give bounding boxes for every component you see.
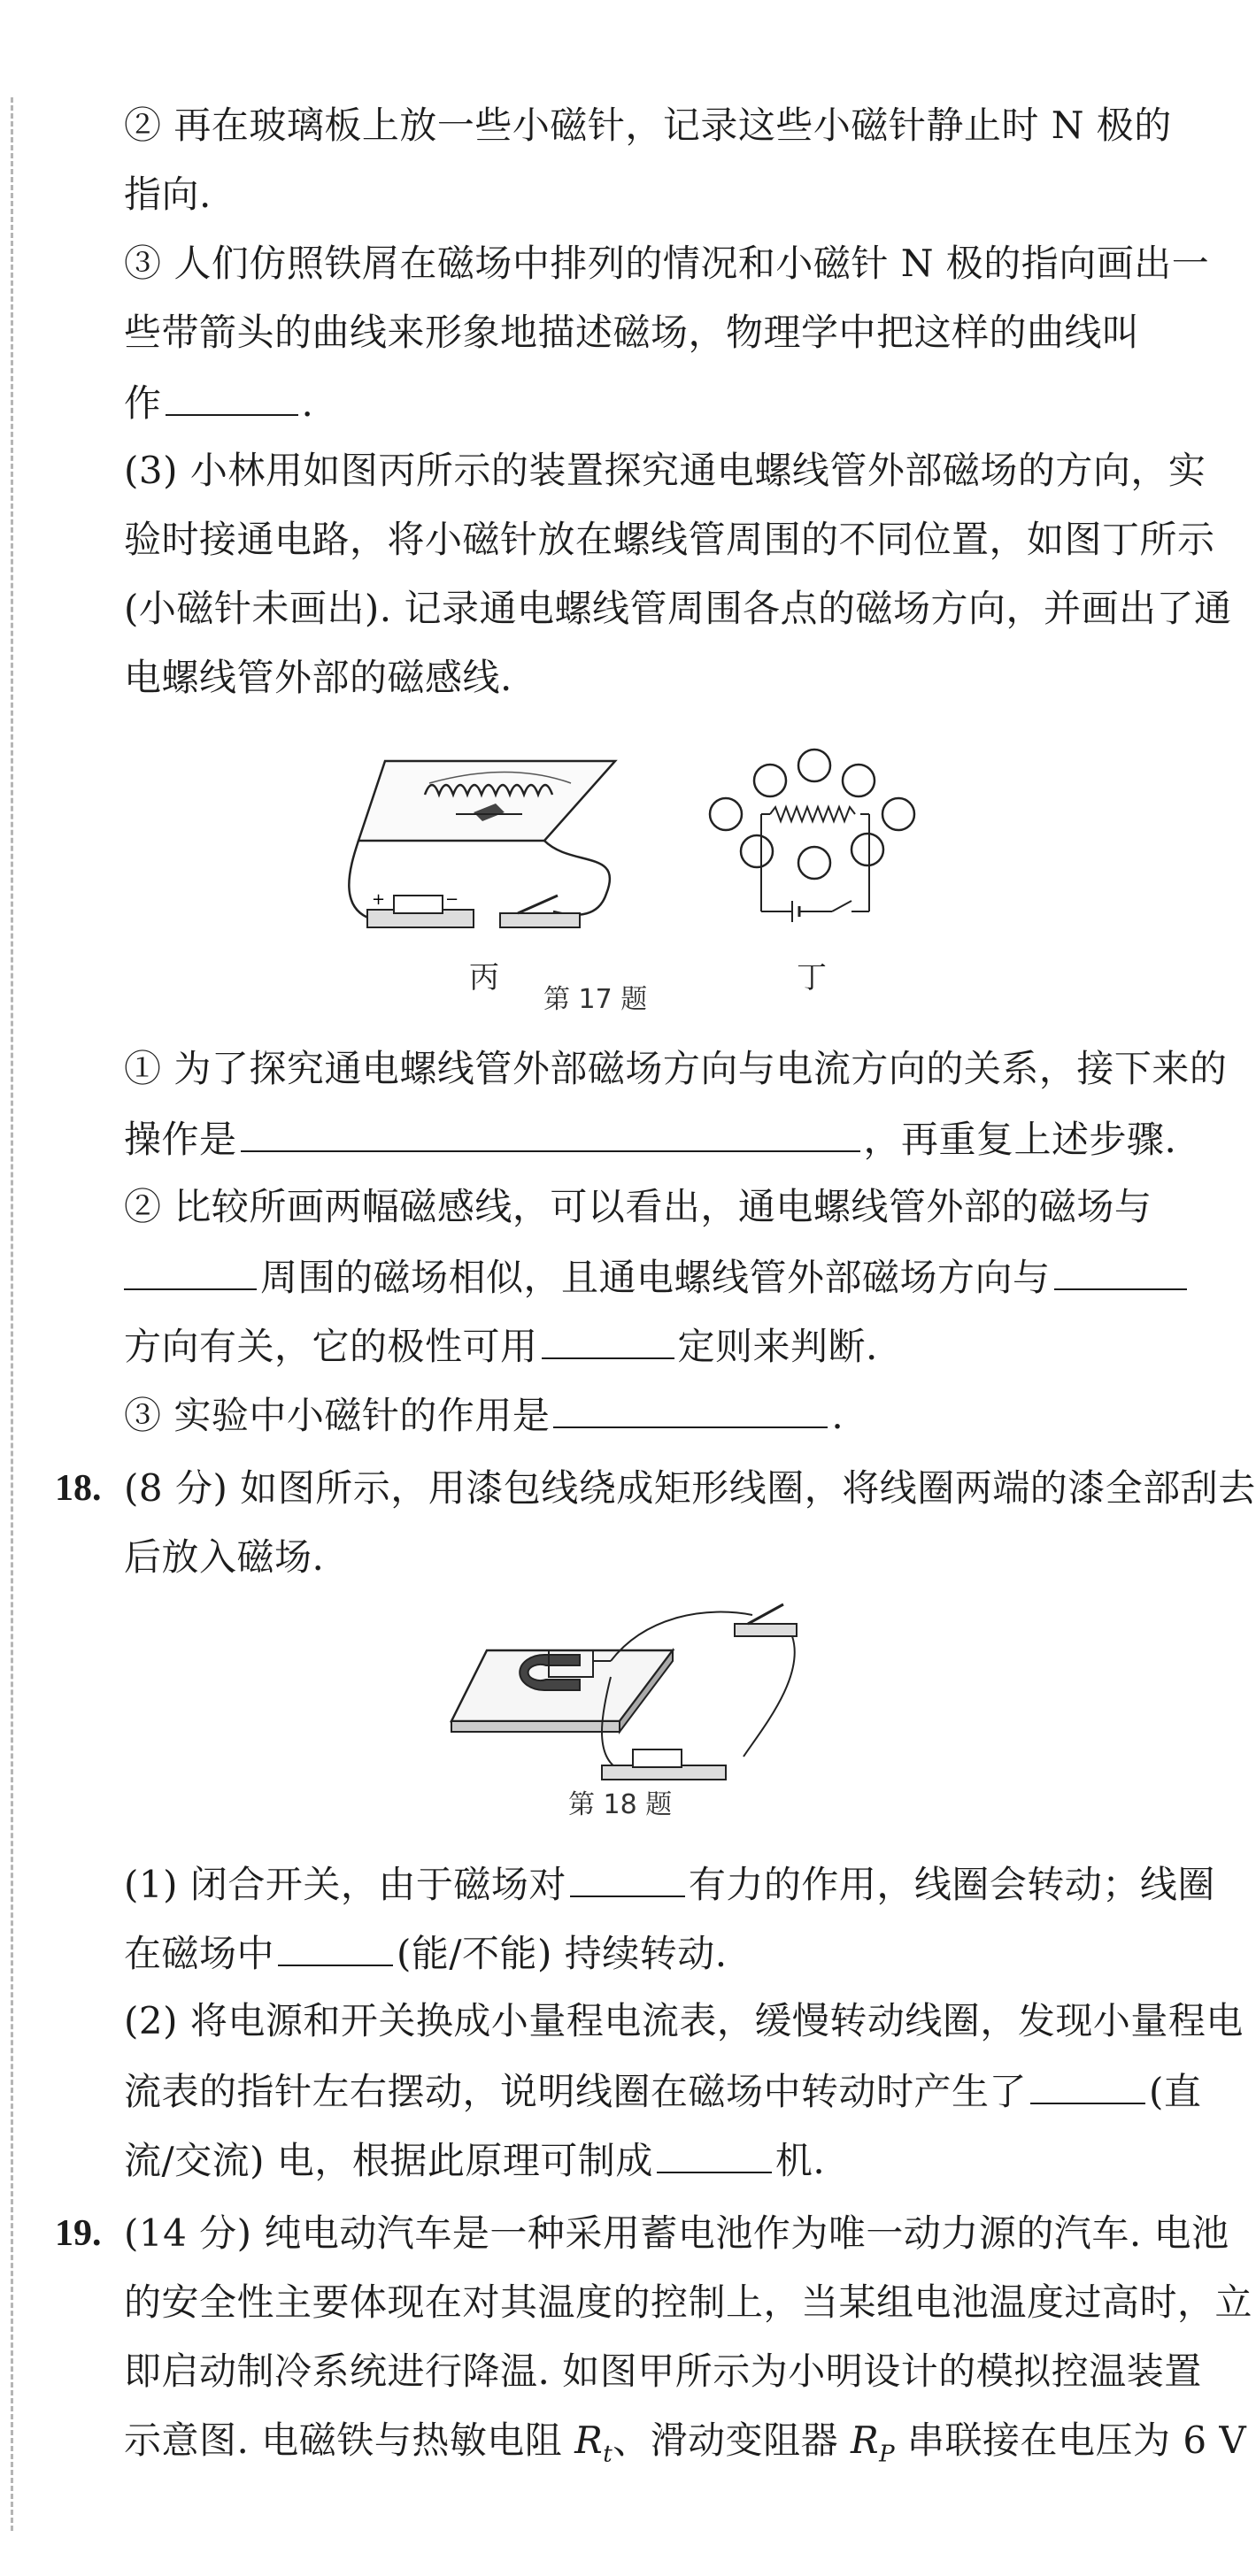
answer-blank[interactable]	[166, 375, 298, 416]
text-segment: 流/交流) 电，根据此原理可制成	[124, 2139, 653, 2182]
page-edge-dashed	[11, 97, 13, 2531]
text-line: ② 再在玻璃板上放一些小磁针，记录这些小磁针静止时 N 极的	[124, 104, 1172, 147]
text-segment: 方向有关，它的极性可用	[124, 1325, 538, 1368]
answer-blank[interactable]	[278, 1926, 393, 1966]
figure-caption-18: 第 18 题	[568, 1789, 673, 1820]
answer-blank[interactable]	[1030, 2064, 1145, 2104]
figure-17-solenoid-setup	[341, 743, 659, 956]
answer-blank[interactable]	[124, 1250, 257, 1290]
text-line	[124, 375, 313, 430]
text-segment: 流表的指针左右摆动，说明线圈在磁场中转动时产生了	[124, 2070, 1028, 2113]
text-line: ② 比较所画两幅磁感线，可以看出，通电螺线管外部的磁场与	[124, 1185, 1152, 1228]
symbol-subscript: t	[603, 2441, 613, 2468]
text-segment: 操作是	[124, 1118, 237, 1161]
text-segment: 定则来判断.	[677, 1325, 878, 1368]
figure-18-coil-motor	[443, 1597, 814, 1801]
text-segment: ③ 实验中小磁针的作用是	[124, 1394, 551, 1437]
text-line: (3) 小林用如图丙所示的装置探究通电螺线管外部磁场的方向，实	[124, 449, 1206, 492]
text-line: 的安全性主要体现在对其温度的控制上，当某组电池温度过高时，立	[124, 2280, 1253, 2324]
text-segment: 示意图. 电磁铁与热敏电阻	[124, 2418, 575, 2462]
text-segment: .	[301, 381, 314, 425]
text-line: ① 为了探究通电螺线管外部磁场方向与电流方向的关系，接下来的	[124, 1047, 1228, 1090]
text-line: (小磁针未画出). 记录通电螺线管周围各点的磁场方向，并画出了通	[124, 587, 1232, 630]
answer-blank[interactable]	[570, 1857, 685, 1897]
text-segment: 机.	[774, 2139, 826, 2182]
text-segment: 、滑动变阻器	[613, 2418, 851, 2462]
text-segment: (能/不能) 持续转动.	[397, 1932, 728, 1975]
text-line	[124, 2414, 1246, 2480]
text-line	[124, 1388, 844, 1442]
text-segment: 在磁场中	[124, 1932, 275, 1975]
symbol-r: R	[574, 2418, 604, 2462]
text-line: 指向.	[124, 173, 212, 216]
symbol-subscript: P	[879, 2441, 896, 2468]
text-line	[124, 2133, 825, 2188]
svg-text:−: −	[445, 890, 459, 909]
text-segment: 串联接在电压为 6 V	[895, 2418, 1247, 2462]
answer-blank[interactable]	[553, 1388, 828, 1428]
text-line: ③ 人们仿照铁屑在磁场中排列的情况和小磁针 N 极的指向画出一	[124, 242, 1210, 285]
text-segment: 作	[124, 381, 162, 425]
symbol-r: R	[851, 2418, 880, 2462]
text-line: (14 分) 纯电动汽车是一种采用蓄电池作为唯一动力源的汽车. 电池	[124, 2211, 1229, 2255]
text-line: (8 分) 如图所示，用漆包线绕成矩形线圈，将线圈两端的漆全部刮去	[124, 1466, 1256, 1510]
text-segment: 周围的磁场相似，且通电螺线管外部磁场方向与	[260, 1256, 1051, 1299]
text-line	[124, 1319, 878, 1373]
figure-label-ding: 丁	[797, 960, 827, 996]
text-segment: (直	[1149, 2070, 1202, 2113]
text-segment: (1) 闭合开关，由于磁场对	[124, 1863, 566, 1906]
text-line: 电螺线管外部的磁感线.	[124, 656, 512, 699]
figure-17-compass-positions	[699, 743, 929, 929]
text-line	[124, 1857, 1215, 1911]
answer-blank[interactable]	[241, 1111, 860, 1152]
answer-blank[interactable]	[1054, 1250, 1187, 1290]
figure-caption-17: 第 17 题	[543, 984, 648, 1015]
answer-blank[interactable]	[657, 2133, 772, 2173]
text-line	[124, 1926, 728, 1980]
text-line	[124, 1250, 1191, 1304]
text-segment: .	[831, 1394, 844, 1437]
text-segment: 有力的作用，线圈会转动；线圈	[688, 1863, 1215, 1906]
svg-text:+: +	[372, 890, 386, 909]
text-segment: ，再重复上述步骤.	[863, 1118, 1177, 1161]
text-line: 验时接通电路，将小磁针放在螺线管周围的不同位置，如图丁所示	[124, 518, 1215, 561]
figure-label-bing: 丙	[469, 960, 499, 996]
text-line	[124, 1111, 1176, 1166]
question-number-18: 18.	[55, 1468, 102, 1509]
answer-blank[interactable]	[542, 1319, 674, 1359]
text-line: (2) 将电源和开关换成小量程电流表，缓慢转动线圈，发现小量程电	[124, 1999, 1244, 2042]
text-line: 即启动制冷系统进行降温. 如图甲所示为小明设计的模拟控温装置	[124, 2349, 1202, 2393]
text-line	[124, 2064, 1201, 2118]
question-number-19: 19.	[55, 2213, 102, 2254]
text-line: 后放入磁场.	[124, 1535, 325, 1579]
text-line: 些带箭头的曲线来形象地描述磁场，物理学中把这样的曲线叫	[124, 311, 1140, 354]
